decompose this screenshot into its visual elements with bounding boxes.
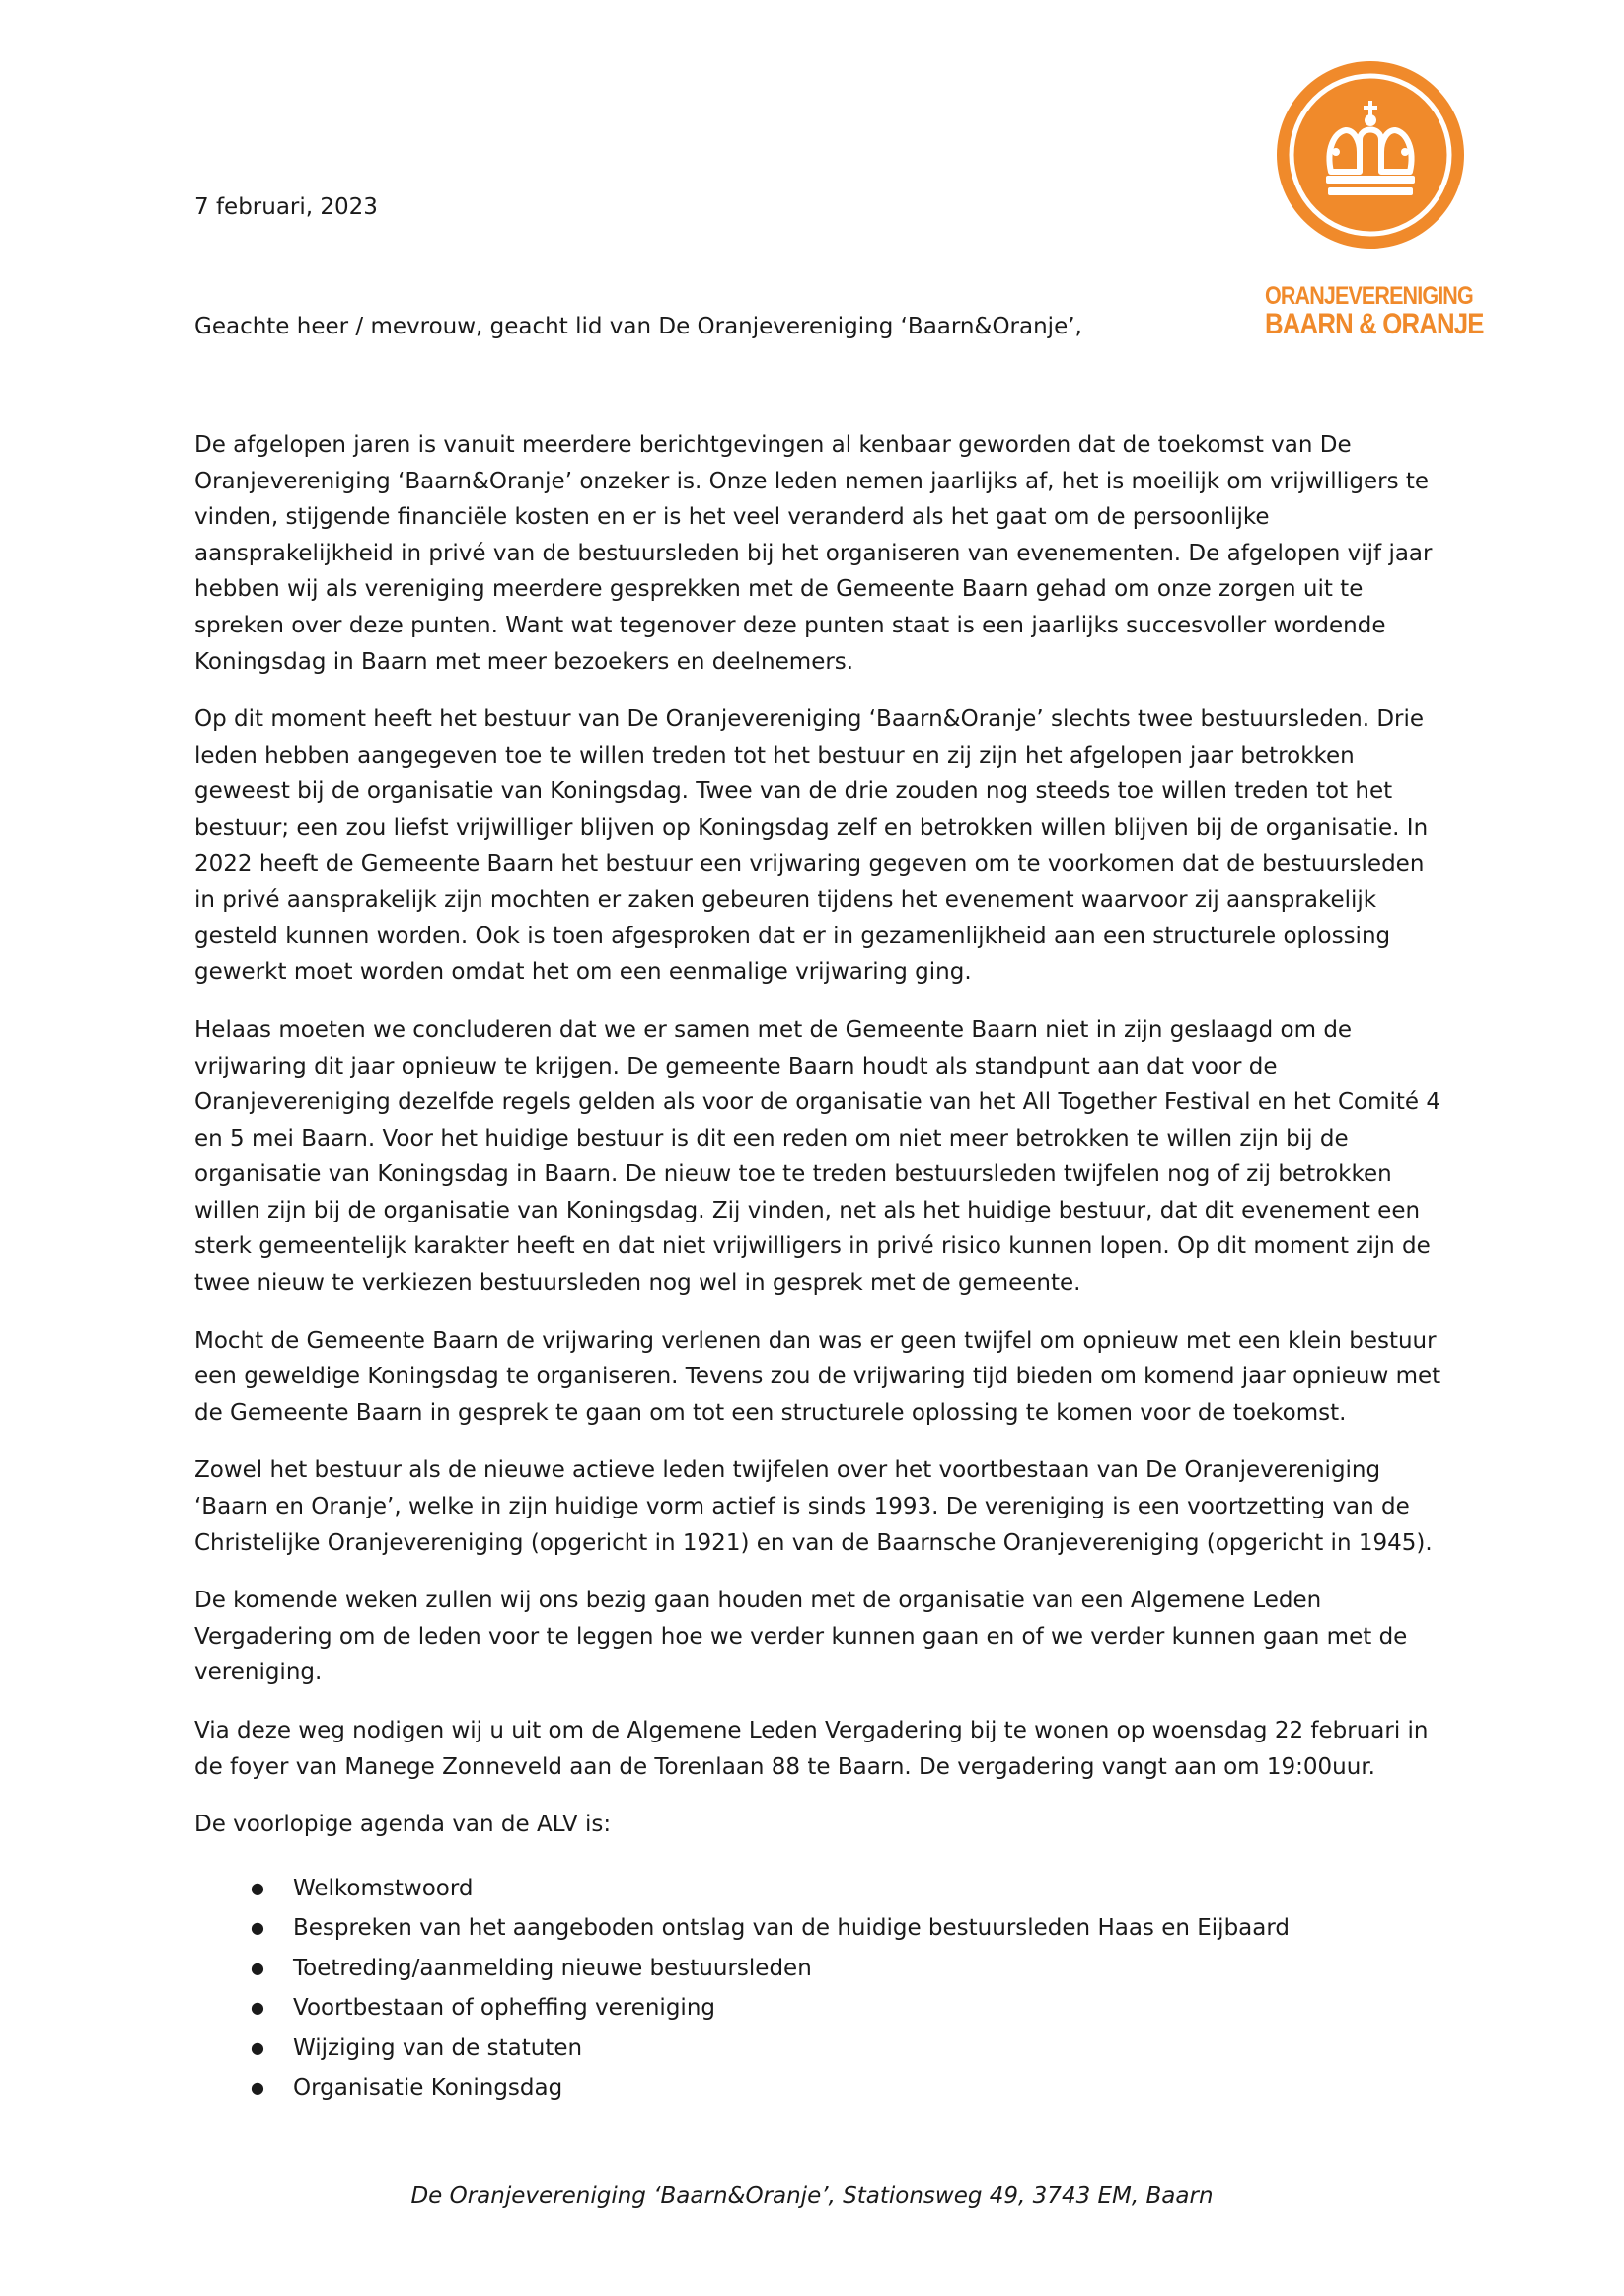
paragraph: De komende weken zullen wij ons bezig gaan houden met de organisatie van een Algemene Leden Vergadering om de leden voor te leggen hoe we verder kunnen gaan en of we verder kunnen gaan met de vereniging.	[194, 1588, 1408, 1686]
paragraph: Zowel het bestuur als de nieuwe actieve leden twijfelen over het voortbestaan van De Oranjevereniging ‘Baarn en Oranje’, welke in zijn huidige vorm actief is sinds 1993. De vereniging is een voortzetting van de Christelijke Oranjevereniging (opgericht in 1921) en van de Baarnsche Oranjevereniging (opgericht in 1945).	[194, 1457, 1433, 1556]
agenda-item-label: Toetreding/aanmelding nieuwe bestuursleden	[293, 1955, 812, 1981]
agenda-item	[194, 1908, 1445, 1949]
letter-date: 7 februari, 2023	[194, 194, 378, 220]
paragraph: Helaas moeten we concluderen dat we er samen met de Gemeente Baarn niet in zijn geslaagd om de vrijwaring dit jaar opnieuw te krijgen. De gemeente Baarn houdt als standpunt aan dat voor de Oranjevereniging dezelfde regels gelden als voor de organisatie van het All Together Festival en het Comité 4 en 5 mei Baarn. Voor het huidige bestuur is dit een reden om niet meer betrokken te willen zijn bij de organisatie van Koningsdag in Baarn. De nieuw toe te treden bestuursleden twijfelen nog of zij betrokken willen zijn bij de organisatie van Koningsdag. Zij vinden, net als het huidige bestuur, dat dit evenement een sterk gemeentelijk karakter heeft en dat niet vrijwilligers in privé risico kunnen lopen. Op dit moment zijn de twee nieuw te verkiezen bestuursleden nog wel in gesprek met de gemeente.	[194, 1016, 1441, 1296]
bullet-icon: ●	[251, 1918, 264, 1938]
logo-text-line1: ORANJEVERENIGING	[1265, 282, 1473, 310]
agenda-intro: De voorlopige agenda van de ALV is:	[194, 1812, 612, 1838]
agenda-item	[194, 1949, 1445, 1989]
agenda-item	[194, 1988, 1445, 2029]
agenda-list	[194, 1869, 1445, 2109]
agenda-item	[194, 1869, 1445, 1909]
bullet-icon: ●	[251, 1878, 264, 1897]
agenda-item	[194, 2068, 1445, 2109]
crown-icon	[1277, 61, 1464, 249]
bullet-icon: ●	[251, 1958, 264, 1977]
bullet-icon: ●	[251, 2078, 264, 2098]
paragraph: Via deze weg nodigen wij u uit om de Algemene Leden Vergadering bij te wonen op woensdag 22 februari in de foyer van Manege Zonneveld aan de Torenlaan 88 te Baarn. De vergadering vangt aan om 19:00uur.	[194, 1718, 1429, 1780]
paragraph: De afgelopen jaren is vanuit meerdere berichtgevingen al kenbaar geworden dat de toekomst van De Oranjevereniging ‘Baarn&Oranje’ onzeker is. Onze leden nemen jaarlijks af, het is moeilijk om vrijwilligers te vinden, stijgende financiële kosten en er is het veel veranderd als het gaat om de persoonlijke aansprakelijkheid in privé van de bestuursleden bij het organiseren van evenementen. De afgelopen vijf jaar hebben wij als vereniging meerdere gesprekken met de Gemeente Baarn gehad om onze zorgen uit te spreken over deze punten. Want wat tegenover deze punten staat is een jaarlijks succesvoller wordende Koningsdag in Baarn met meer bezoekers en deelnemers.	[194, 432, 1433, 675]
salutation: Geachte heer / mevrouw, geacht lid van De Oranjevereniging ‘Baarn&Oranje’,	[194, 314, 1082, 339]
agenda-item-label: Voortbestaan of opheffing vereniging	[293, 1995, 715, 2022]
agenda-item-label: Wijziging van de statuten	[293, 2035, 583, 2061]
paragraph: Op dit moment heeft het bestuur van De Oranjevereniging ‘Baarn&Oranje’ slechts twee bestuursleden. Drie leden hebben aangegeven toe te willen treden tot het bestuur en zij zijn het afgelopen jaar betrokken geweest bij de organisatie van Koningsdag. Twee van de drie zouden nog steeds toe willen treden tot het bestuur; een zou liefst vrijwilliger blijven op Koningsdag zelf en betrokken willen blijven bij de organisatie. In 2022 heeft de Gemeente Baarn het bestuur een vrijwaring gegeven om te voorkomen dat de bestuursleden in privé aansprakelijk zijn mochten er zaken gebeuren tijdens het evenement waarvoor zij aansprakelijk gesteld kunnen worden. Ook is toen afgesproken dat er in gezamenlijkheid aan een structurele oplossing gewerkt moet worden omdat het om een eenmalige vrijwaring ging.	[194, 706, 1429, 986]
agenda-item	[194, 2029, 1445, 2069]
logo-text-line2: BAARN & ORANJE	[1265, 308, 1484, 340]
letter-body	[194, 427, 1445, 2109]
letterhead-logo	[1265, 61, 1484, 340]
agenda-item-label: Bespreken van het aangeboden ontslag van de huidige bestuursleden Haas en Eijbaard	[293, 1915, 1291, 1942]
paragraph: Mocht de Gemeente Baarn de vrijwaring verlenen dan was er geen twijfel om opnieuw met een klein bestuur een geweldige Koningsdag te organiseren. Tevens zou de vrijwaring tijd bieden om komend jaar opnieuw met de Gemeente Baarn in gesprek te gaan om tot een structurele oplossing te komen voor de toekomst.	[194, 1327, 1441, 1426]
footer-address: De Oranjevereniging ‘Baarn&Oranje’, Stationsweg 49, 3743 EM, Baarn	[410, 2184, 1214, 2209]
agenda-item-label: Welkomstwoord	[293, 1875, 474, 1901]
agenda-item-label: Organisatie Koningsdag	[293, 2075, 563, 2102]
bullet-icon: ●	[251, 2037, 264, 2057]
bullet-icon: ●	[251, 1998, 264, 2018]
